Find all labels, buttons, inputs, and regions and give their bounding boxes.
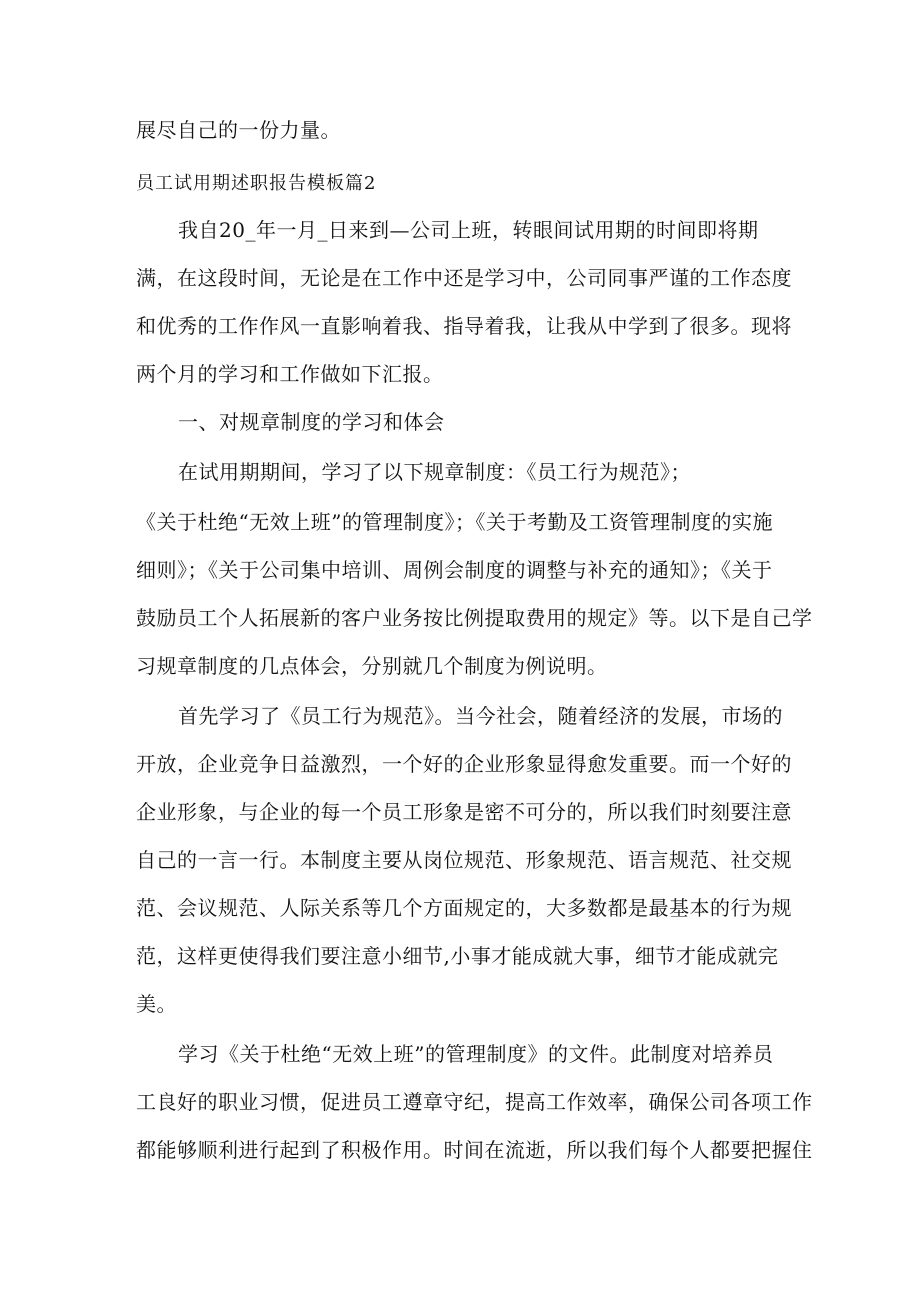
paragraph-line: 《关于杜绝“无效上班”的管理制度》；《关于考勤及工资管理制度的实施 bbox=[136, 510, 773, 534]
paragraph-line: 范、会议规范、人际关系等几个方面规定的，大多数都是最基本的行为规 bbox=[136, 896, 792, 920]
paragraph-line: 两个月的学习和工作做如下汇报。 bbox=[136, 362, 444, 386]
section-title: 员工试用期述职报告模板篇2 bbox=[136, 173, 377, 194]
paragraph-line: 美。 bbox=[136, 992, 177, 1016]
paragraph-line: 都能够顺利进行起到了积极作用。时间在流逝，所以我们每个人都要把握住 bbox=[136, 1138, 813, 1162]
paragraph-line: 范，这样更使得我们要注意小细节,小事才能成就大事，细节才能成就完 bbox=[136, 944, 779, 968]
paragraph-line: 鼓励员工个人拓展新的客户业务按比例提取费用的规定》等。以下是自己学 bbox=[136, 606, 813, 630]
paragraph-line: 习规章制度的几点体会，分别就几个制度为例说明。 bbox=[136, 654, 608, 678]
paragraph-line: 满，在这段时间，无论是在工作中还是学习中，公司同事严谨的工作态度 bbox=[136, 266, 792, 290]
paragraph-line: 企业形象，与企业的每一个员工形象是密不可分的，所以我们时刻要注意 bbox=[136, 800, 792, 824]
subheading: 一、对规章制度的学习和体会 bbox=[178, 410, 445, 434]
paragraph-line: 工良好的职业习惯，促进员工遵章守纪，提高工作效率，确保公司各项工作 bbox=[136, 1090, 813, 1114]
paragraph-line: 和优秀的工作作风一直影响着我、指导着我，让我从中学到了很多。现将 bbox=[136, 314, 792, 338]
paragraph-line: 自己的一言一行。本制度主要从岗位规范、形象规范、语言规范、社交规 bbox=[136, 848, 792, 872]
paragraph-line: 细则》；《关于公司集中培训、周例会制度的调整与补充的通知》；《关于 bbox=[136, 558, 773, 582]
paragraph-line: 学习《关于杜绝“无效上班”的管理制度》的文件。此制度对培养员 bbox=[178, 1042, 774, 1066]
paragraph-line: 在试用期期间，学习了以下规章制度：《员工行为规范》； bbox=[178, 460, 691, 484]
paragraph-line: 展尽自己的一份力量。 bbox=[136, 118, 341, 142]
paragraph-line: 开放，企业竞争日益激烈，一个好的企业形象显得愈发重要。而一个好的 bbox=[136, 752, 792, 776]
paragraph-line: 首先学习了《员工行为规范》。当今社会，随着经济的发展，市场的 bbox=[178, 704, 783, 728]
paragraph-line: 我自20_年一月_日来到—公司上班，转眼间试用期的时间即将期 bbox=[178, 218, 759, 242]
